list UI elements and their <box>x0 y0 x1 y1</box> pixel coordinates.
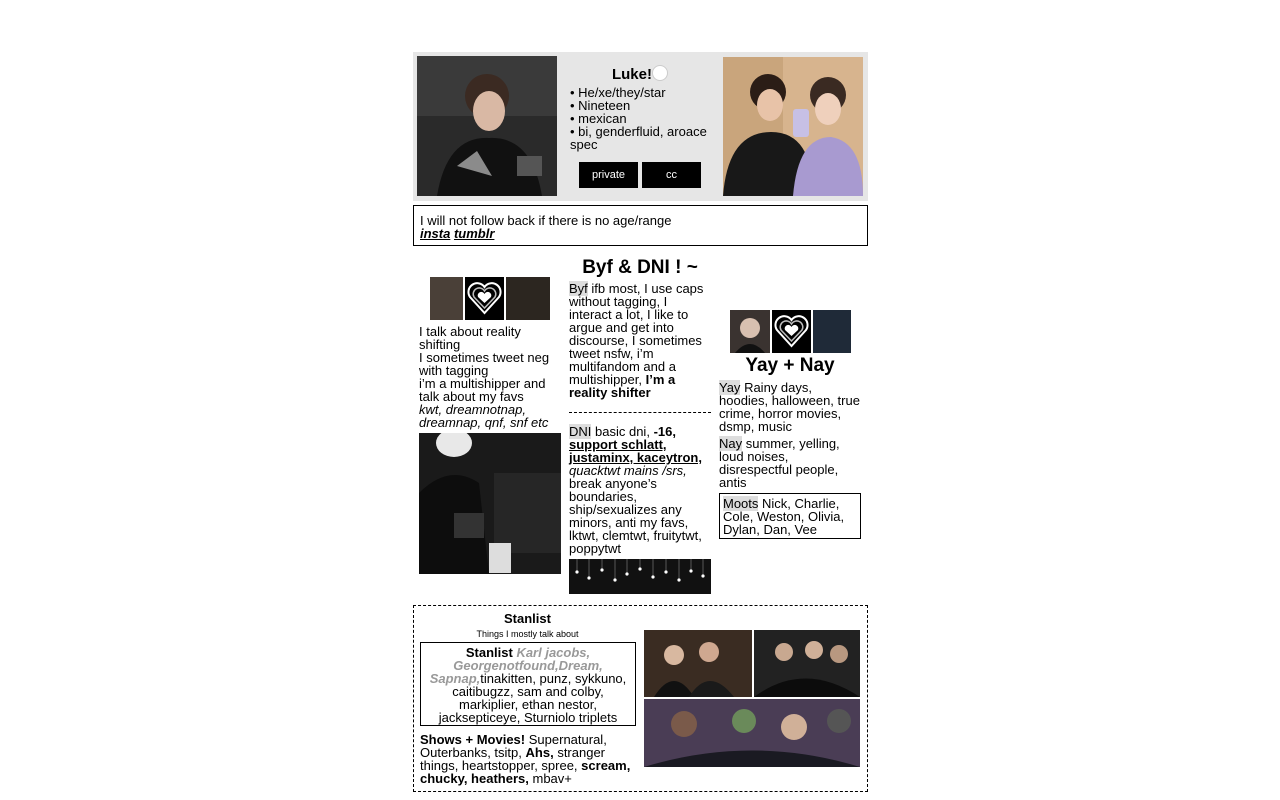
byf-line-1: I talk about reality shifting <box>419 324 521 352</box>
stanlist-box-label: Stanlist <box>465 645 513 660</box>
profile-photo-left <box>417 56 557 196</box>
yay-text: Rainy days, hoodies, halloween, true crime, horror movies, dsmp, music <box>719 380 860 434</box>
byf-label: Byf <box>569 281 588 296</box>
nay-text: summer, yelling, loud noises, disrespectful people, antis <box>719 436 840 490</box>
photo-art <box>419 433 561 574</box>
dni-link-2[interactable]: justaminx, kaceytron, <box>569 450 702 465</box>
moots-label: Moots <box>723 496 759 511</box>
stanlist-box-content <box>421 643 635 724</box>
shows-block <box>420 733 634 785</box>
dni-text-1: basic dni, <box>595 424 650 439</box>
byf-line-italic: kwt, dreamnotnap, dreamnap, qnf, snf etc <box>419 402 549 430</box>
profile-name-text: Luke! <box>611 66 652 83</box>
cc-button[interactable]: cc <box>642 162 701 188</box>
stan-photo-1 <box>644 630 752 697</box>
yay-label: Yay <box>719 380 741 395</box>
yay-block <box>719 381 864 433</box>
stanlist-box-text: tinakitten, punz, sykkuno, caitibugzz, sam and colby, markiplier, ethan nestor, jacksepticeye, Sturniolo triplets <box>438 671 627 725</box>
stanlist-subtitle: Things I mostly talk about <box>476 629 579 639</box>
moon-icon <box>652 65 668 81</box>
notice-box <box>413 205 868 246</box>
fact-age: • Nineteen <box>570 98 631 113</box>
byf-thumb-3 <box>506 277 550 320</box>
nay-block <box>719 437 861 489</box>
moots-box <box>719 493 861 539</box>
byf-left-text <box>419 325 559 429</box>
yay-thumb-1 <box>730 310 770 353</box>
yaynay-title: Yay + Nay <box>745 355 835 376</box>
dni-link-1[interactable]: support schlatt, <box>569 437 667 452</box>
dni-block <box>569 425 711 555</box>
photo-art <box>723 57 863 196</box>
divider <box>569 412 711 413</box>
stanlist-box <box>420 642 636 726</box>
shows-text-2: stranger things, heartstopper, spree, <box>420 745 606 773</box>
dni-italic: quacktwt mains /srs, <box>569 463 687 478</box>
stanlist-box-grey: Karl jacobs, Georgenotfound,Dream, Sapnap, <box>429 645 603 686</box>
heart-icon <box>772 310 811 353</box>
insta-link[interactable]: insta <box>420 226 451 241</box>
dni-label: DNI <box>569 424 592 439</box>
photo-art <box>730 310 770 353</box>
moots-text: Nick, Charlie, Cole, Weston, Olivia, Dylan, Dan, Vee <box>723 496 845 537</box>
fact-pronouns: • He/xe/they/star <box>570 85 666 100</box>
heart-icon <box>465 277 504 320</box>
byf-text: ifb most, I use caps without tagging, I interact a lot, I like to argue and get into discourse, I sometimes tweet nsfw, i’m multifandom and a multishipper, <box>569 281 704 387</box>
stars-banner <box>569 559 711 594</box>
byf-left-photo <box>419 433 561 574</box>
fact-identity: • bi, genderfluid, aroace spec <box>570 124 707 152</box>
byf-bold: I’m a reality shifter <box>569 372 676 400</box>
notice-text: I will not follow back if there is no age/range <box>420 213 672 228</box>
dni-bold-1: -16, <box>653 424 676 439</box>
photo-art <box>644 699 860 767</box>
stan-photo-3 <box>644 699 860 767</box>
shows-bold-2: scream, chucky, heathers, <box>420 758 631 786</box>
byf-thumb-1 <box>430 277 463 320</box>
byf-title: Byf & DNI ! ~ <box>582 257 698 278</box>
photo-art <box>754 630 860 697</box>
byf-middle <box>569 282 711 399</box>
profile-name <box>565 65 715 83</box>
stan-photo-2 <box>754 630 860 697</box>
byf-line-2: I sometimes tweet neg with tagging <box>419 350 550 378</box>
byf-line-3: i’m a multishipper and talk about my favs <box>419 376 546 404</box>
shows-bold-1: Ahs, <box>525 745 554 760</box>
fact-nationality: • mexican <box>570 111 627 126</box>
heart-thumb-2 <box>772 310 811 353</box>
tumblr-link[interactable]: tumblr <box>453 226 495 241</box>
nay-label: Nay <box>719 436 743 451</box>
profile-info <box>565 52 715 201</box>
profile-photo-right <box>723 57 863 196</box>
photo-art <box>417 56 557 196</box>
notice-links <box>420 227 494 240</box>
shows-text-3: mbav+ <box>532 771 572 786</box>
heart-thumb <box>465 277 504 320</box>
shows-text-1: Supernatural, Outerbanks, tsitp, <box>420 732 607 760</box>
shows-label: Shows + Movies! <box>420 732 526 747</box>
photo-art <box>644 630 752 697</box>
profile-facts <box>570 86 712 151</box>
yay-thumb-3 <box>813 310 851 353</box>
private-button[interactable]: private <box>579 162 638 188</box>
star-icon <box>569 559 711 594</box>
stanlist-title: Stanlist <box>504 611 551 626</box>
dni-text-2: break anyone’s boundaries, ship/sexualizes any minors, anti my favs, lktwt, clemtwt, fruitytwt, poppytwt <box>569 476 702 556</box>
